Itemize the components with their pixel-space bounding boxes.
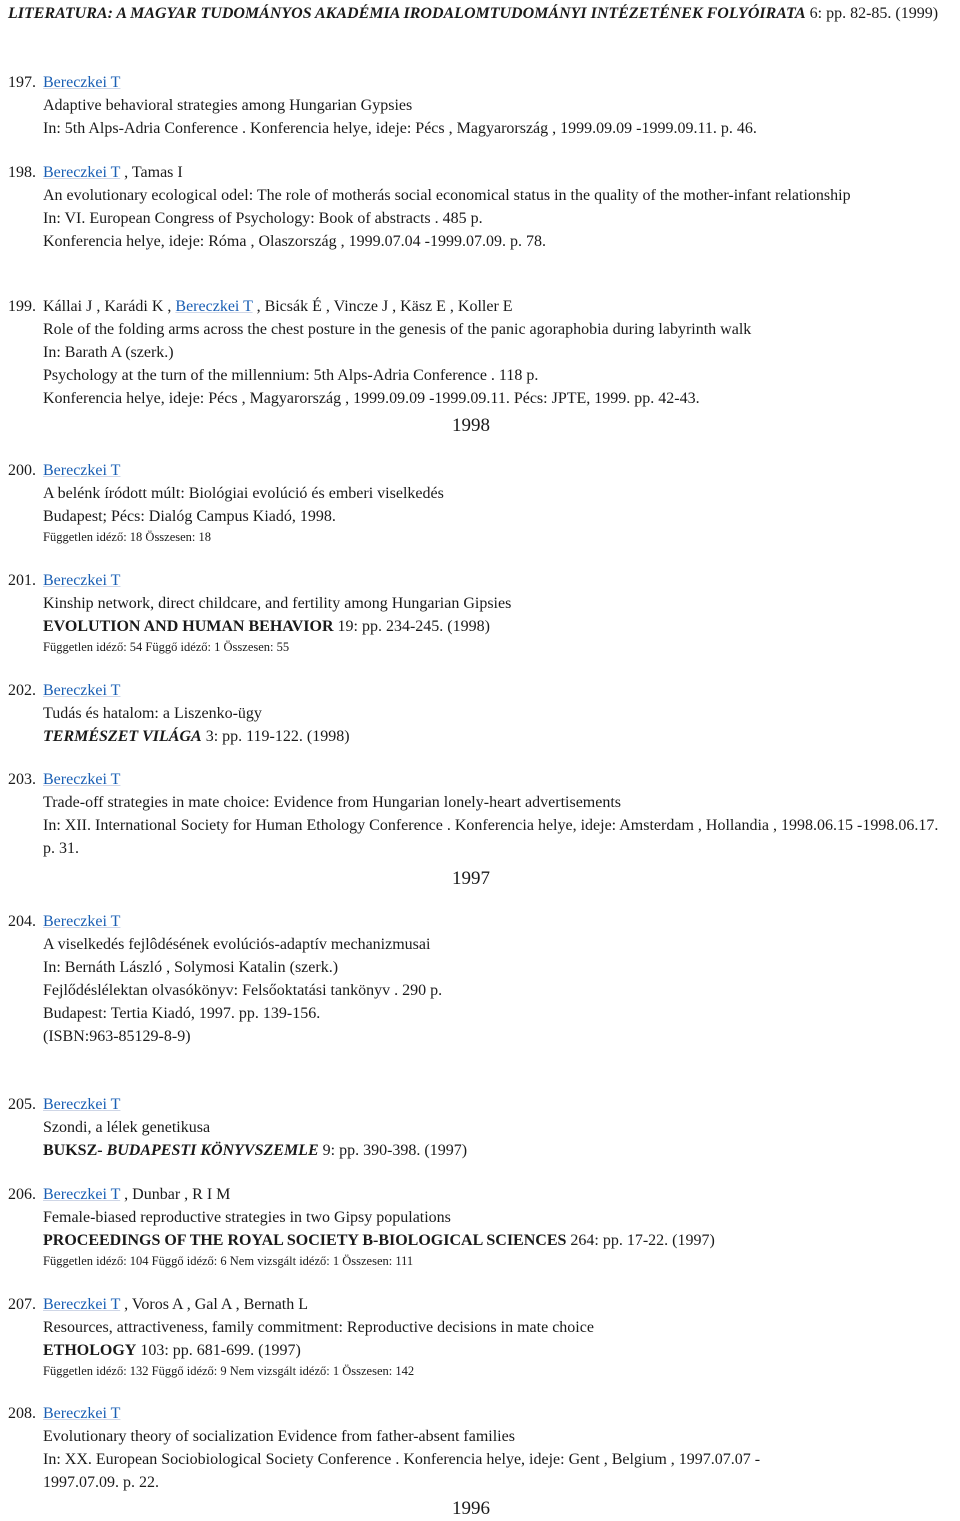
entry-title: Trade-off strategies in mate choice: Evidence from Hungarian lonely-heart advertisements <box>43 794 622 811</box>
author-link[interactable]: Bereczkei T <box>43 1405 121 1422</box>
coauthors: , Voros A , Gal A , Bernath L <box>120 1296 309 1313</box>
journal-name: LITERATURA: A MAGYAR TUDOMÁNYOS AKADÉMIA IRODALOMTUDOMÁNYI INTÉZETÉNEK FOLYÓIRATA <box>8 5 806 22</box>
entry-source: In: VI. European Congress of Psychology: Book of abstracts . 485 p. <box>43 210 483 227</box>
author-link[interactable]: Bereczkei T <box>43 1296 121 1313</box>
journal-details: 9: pp. 390-398. (1997) <box>318 1142 468 1159</box>
entry-number: 202. <box>8 682 36 699</box>
entry-conference: Konferencia helye, ideje: Róma , Olaszország , 1999.07.04 -1999.07.09. p. 78. <box>43 233 546 250</box>
publication-entry-204 <box>8 910 948 1048</box>
author-link[interactable]: Bereczkei T <box>43 1186 121 1203</box>
journal-details: 103: pp. 681-699. (1997) <box>136 1342 301 1359</box>
journal-details: 19: pp. 234-245. (1998) <box>333 618 490 635</box>
entry-title: A belénk íródott múlt: Biológiai evolúció és emberi viselkedés <box>43 485 444 502</box>
entry-title: Role of the folding arms across the chest posture in the genesis of the panic agoraphobia during labyrinth walk <box>43 321 752 338</box>
entry-isbn: (ISBN:963-85129-8-9) <box>43 1028 191 1045</box>
author-link[interactable]: Bereczkei T <box>43 1096 121 1113</box>
entry-conference: Konferencia helye, ideje: Pécs , Magyarország , 1999.09.09 -1999.09.11. Pécs: JPTE, 1999. pp. 42-43. <box>43 390 700 407</box>
author-link[interactable]: Bereczkei T <box>43 74 121 91</box>
entry-number: 200. <box>8 462 36 479</box>
entry-number: 197. <box>8 74 36 91</box>
author-link[interactable]: Bereczkei T <box>43 682 121 699</box>
journal-name: TERMÉSZET VILÁGA <box>43 728 202 745</box>
entry-journal <box>8 1229 948 1252</box>
publication-entry-200 <box>8 459 948 546</box>
publication-entry-198 <box>8 161 948 253</box>
publication-entry-205 <box>8 1093 948 1162</box>
entry-publisher: Budapest: Tertia Kiadó, 1997. pp. 139-156. <box>43 1005 321 1022</box>
entry-source: Psychology at the turn of the millennium: 5th Alps-Adria Conference . 118 p. <box>43 367 539 384</box>
coauthors: , Bicsák É , Vincze J , Käsz E , Koller E <box>252 298 513 315</box>
publication-entry-201 <box>8 569 948 656</box>
citation-counts: Független idéző: 104 Függő idéző: 6 Nem vizsgált idéző: 1 Összesen: 111 <box>43 1254 414 1268</box>
entry-editor: In: Bernáth László , Solymosi Katalin (szerk.) <box>43 959 339 976</box>
journal-details: 3: pp. 119-122. (1998) <box>201 728 350 745</box>
year-heading-1996: 1996 <box>452 1498 490 1519</box>
entry-title: An evolutionary ecological odel: The role of motherás social economical status in the quality of the mother-infant relationship <box>43 187 851 204</box>
year-heading-1998: 1998 <box>452 415 490 436</box>
entry-source: Fejlődéslélektan olvasókönyv: Felsőoktatási tankönyv . 290 p. <box>43 982 443 999</box>
entry-number: 203. <box>8 771 36 788</box>
entry-publisher: Budapest; Pécs: Dialóg Campus Kiadó, 1998. <box>43 508 336 525</box>
coauthors: , Dunbar , R I M <box>120 1186 231 1203</box>
journal-continuation <box>8 2 948 25</box>
author-link[interactable]: Bereczkei T <box>43 462 121 479</box>
publication-entry-199 <box>8 295 948 410</box>
citation-counts: Független idéző: 132 Függő idéző: 9 Nem vizsgált idéző: 1 Összesen: 142 <box>43 1364 415 1378</box>
entry-journal <box>8 1139 948 1162</box>
entry-number: 205. <box>8 1096 36 1113</box>
entry-number: 201. <box>8 572 36 589</box>
publication-entry-203 <box>8 768 948 860</box>
entry-title: Szondi, a lélek genetikusa <box>43 1119 211 1136</box>
entry-title: Kinship network, direct childcare, and fertility among Hungarian Gipsies <box>43 595 512 612</box>
entry-number: 204. <box>8 913 36 930</box>
coauthors: , Tamas I <box>120 164 183 181</box>
entry-title: Resources, attractiveness, family commitment: Reproductive decisions in mate choice <box>43 1319 594 1336</box>
publication-entry-202 <box>8 679 948 748</box>
publication-entry-197 <box>8 71 948 140</box>
entry-title: Tudás és hatalom: a Liszenko-ügy <box>43 705 262 722</box>
author-link[interactable]: Bereczkei T <box>43 572 121 589</box>
entry-number: 206. <box>8 1186 36 1203</box>
journal-name: ETHOLOGY <box>43 1342 137 1359</box>
journal-name: BUDAPESTI KÖNYVSZEMLE <box>106 1142 319 1159</box>
entry-source: In: 5th Alps-Adria Conference . Konferencia helye, ideje: Pécs , Magyarország , 1999.09.09 -1999.09.11. p. 46. <box>43 120 757 137</box>
author-link[interactable]: Bereczkei T <box>175 298 253 315</box>
author-link[interactable]: Bereczkei T <box>43 164 121 181</box>
journal-details: 264: pp. 17-22. (1997) <box>566 1232 715 1249</box>
entry-title: Evolutionary theory of socialization Evidence from father-absent families <box>43 1428 515 1445</box>
citation-counts: Független idéző: 18 Összesen: 18 <box>43 530 212 544</box>
author-link[interactable]: Bereczkei T <box>43 913 121 930</box>
entry-journal <box>8 725 948 748</box>
publication-entry-206 <box>8 1183 948 1270</box>
entry-number: 198. <box>8 164 36 181</box>
citation-counts: Független idéző: 54 Függő idéző: 1 Összesen: 55 <box>43 640 290 654</box>
year-heading-1997: 1997 <box>452 868 490 889</box>
entry-title: A viselkedés fejlôdésének evolúciós-adaptív mechanizmusai <box>43 936 431 953</box>
entry-conference: In: XX. European Sociobiological Society Conference . Konferencia helye, ideje: Gent , Belgium , 1997.07.07 - <box>43 1451 761 1468</box>
entry-journal <box>8 615 948 638</box>
journal-name: EVOLUTION AND HUMAN BEHAVIOR <box>43 618 334 635</box>
entry-conference-dates: 1997.07.09. p. 22. <box>43 1474 159 1491</box>
publication-entry-208 <box>8 1402 948 1494</box>
author-link[interactable]: Bereczkei T <box>43 771 121 788</box>
journal-name-prefix: BUKSZ- <box>43 1142 107 1159</box>
entry-number: 208. <box>8 1405 36 1422</box>
entry-number: 207. <box>8 1296 36 1313</box>
entry-journal <box>8 1339 948 1362</box>
entry-conference: In: XII. International Society for Human Ethology Conference . Konferencia helye, ideje: Amsterdam , Hollandia , 1998.06.15 -1998.06.17. p. 31. <box>43 817 939 857</box>
entry-editor: In: Barath A (szerk.) <box>43 344 174 361</box>
entry-number: 199. <box>8 298 36 315</box>
entry-title: Adaptive behavioral strategies among Hungarian Gypsies <box>43 97 413 114</box>
coauthors-before: Kállai J , Karádi K , <box>43 298 176 315</box>
entry-title: Female-biased reproductive strategies in two Gipsy populations <box>43 1209 451 1226</box>
publication-entry-207 <box>8 1293 948 1380</box>
journal-name: PROCEEDINGS OF THE ROYAL SOCIETY B-BIOLOGICAL SCIENCES <box>43 1232 567 1249</box>
journal-details: 6: pp. 82-85. (1999) <box>805 5 939 22</box>
